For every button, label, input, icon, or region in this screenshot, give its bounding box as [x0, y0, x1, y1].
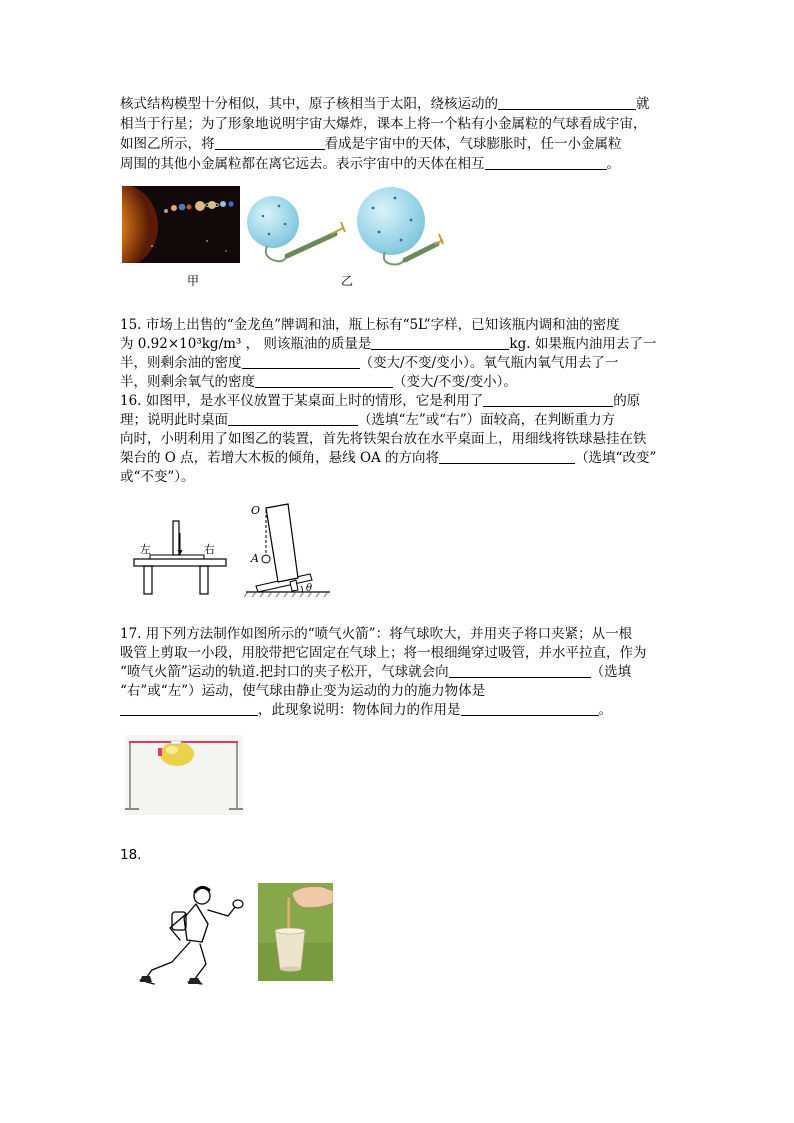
answer-blank[interactable]	[215, 136, 325, 150]
q15-line-2: 为 0.92×10³kg/m³ ， 则该瓶油的质量是 kg. 如果瓶内油用去了一	[120, 336, 657, 352]
balloon-pump-image	[245, 186, 450, 266]
q16-line-4: 架台的 O 点，若增大木板的倾角，悬线 OA 的方向将 （选填“改变”	[120, 450, 657, 466]
caption-jia: 甲	[187, 274, 200, 288]
q14-line-3: 如图乙所示，将 看成是宇宙中的天体，气球膨胀时，任一小金属粒	[120, 136, 622, 152]
answer-blank[interactable]	[371, 336, 509, 350]
point-a-label: A	[251, 552, 259, 565]
left-label: 左	[140, 543, 151, 556]
right-label: 右	[204, 543, 215, 556]
q14-line-4: 周围的其他小金属粒都在离它远去。表示宇宙中的天体在相互 。	[120, 156, 620, 172]
answer-blank[interactable]	[242, 355, 360, 369]
answer-blank[interactable]	[439, 450, 575, 464]
level-on-table-diagram	[130, 515, 230, 597]
q17-line-2: 吸管上剪取一小段，用胶带把它固定在气球上；将一根细绳穿过吸管，并水平拉直，作为	[120, 645, 647, 661]
q16-line-2: 理；说明此时桌面 （选填“左”或“右”）面较高，在判断重力方	[120, 412, 616, 428]
answer-blank[interactable]	[498, 96, 636, 110]
q17-line-5: ，此现象说明：物体间力的作用是 。	[120, 702, 612, 719]
answer-blank[interactable]	[120, 702, 258, 716]
balloon-rocket-image	[125, 735, 243, 815]
q14-line-1: 核式结构模型十分相似，其中，原子核相当于太阳，绕核运动的 就	[120, 96, 650, 112]
answer-blank[interactable]	[461, 702, 599, 716]
q16-line-3: 向时，小明利用了如图乙的装置，首先将铁架台放在水平桌面上，用细线将铁球悬挂在铁	[120, 431, 647, 447]
q15-line-1: 15. 市场上出售的“金龙鱼”牌调和油，瓶上标有“5L”字样，已知该瓶内调和油的密度	[120, 317, 620, 333]
point-o-label: O	[251, 504, 261, 517]
q17-line-4: “右”或“左”）运动，使气球由静止变为运动的力的施力物体是	[120, 683, 486, 699]
cup-chopstick-photo	[258, 883, 333, 981]
theta-label: θ	[306, 583, 313, 594]
q17-line-3: “喷气火箭”运动的轨道.把封口的夹子松开，气球就会向 （选填	[120, 664, 632, 680]
q18-number: 18.	[120, 847, 142, 863]
q17-line-1: 17. 用下列方法制作如图所示的“喷气火箭”：将气球吹大，并用夹子将口夹紧；从一根	[120, 626, 633, 642]
iron-stand-diagram	[244, 500, 334, 598]
caption-yi: 乙	[341, 274, 354, 288]
q16-line-1: 16. 如图甲，是水平仪放置于某桌面上时的情形，它是利用了 的原	[120, 393, 641, 409]
solar-system-image	[122, 186, 240, 263]
answer-blank[interactable]	[255, 374, 393, 388]
answer-blank[interactable]	[449, 664, 591, 678]
answer-blank[interactable]	[228, 412, 358, 426]
running-boy-image	[132, 884, 250, 988]
q14-line-2: 相当于行星；为了形象地说明宇宙大爆炸，课本上将一个粘有小金属粒的气球看成宇宙，	[120, 116, 647, 132]
answer-blank[interactable]	[485, 156, 607, 170]
q15-line-3: 半，则剩余油的密度 （变大/不变/变小）。氧气瓶内氧气用去了一	[120, 355, 619, 371]
q15-line-4: 半，则剩余氧气的密度 （变大/不变/变小）。	[120, 374, 517, 390]
answer-blank[interactable]	[483, 393, 613, 407]
q16-line-5: 或“不变”）。	[120, 469, 195, 485]
